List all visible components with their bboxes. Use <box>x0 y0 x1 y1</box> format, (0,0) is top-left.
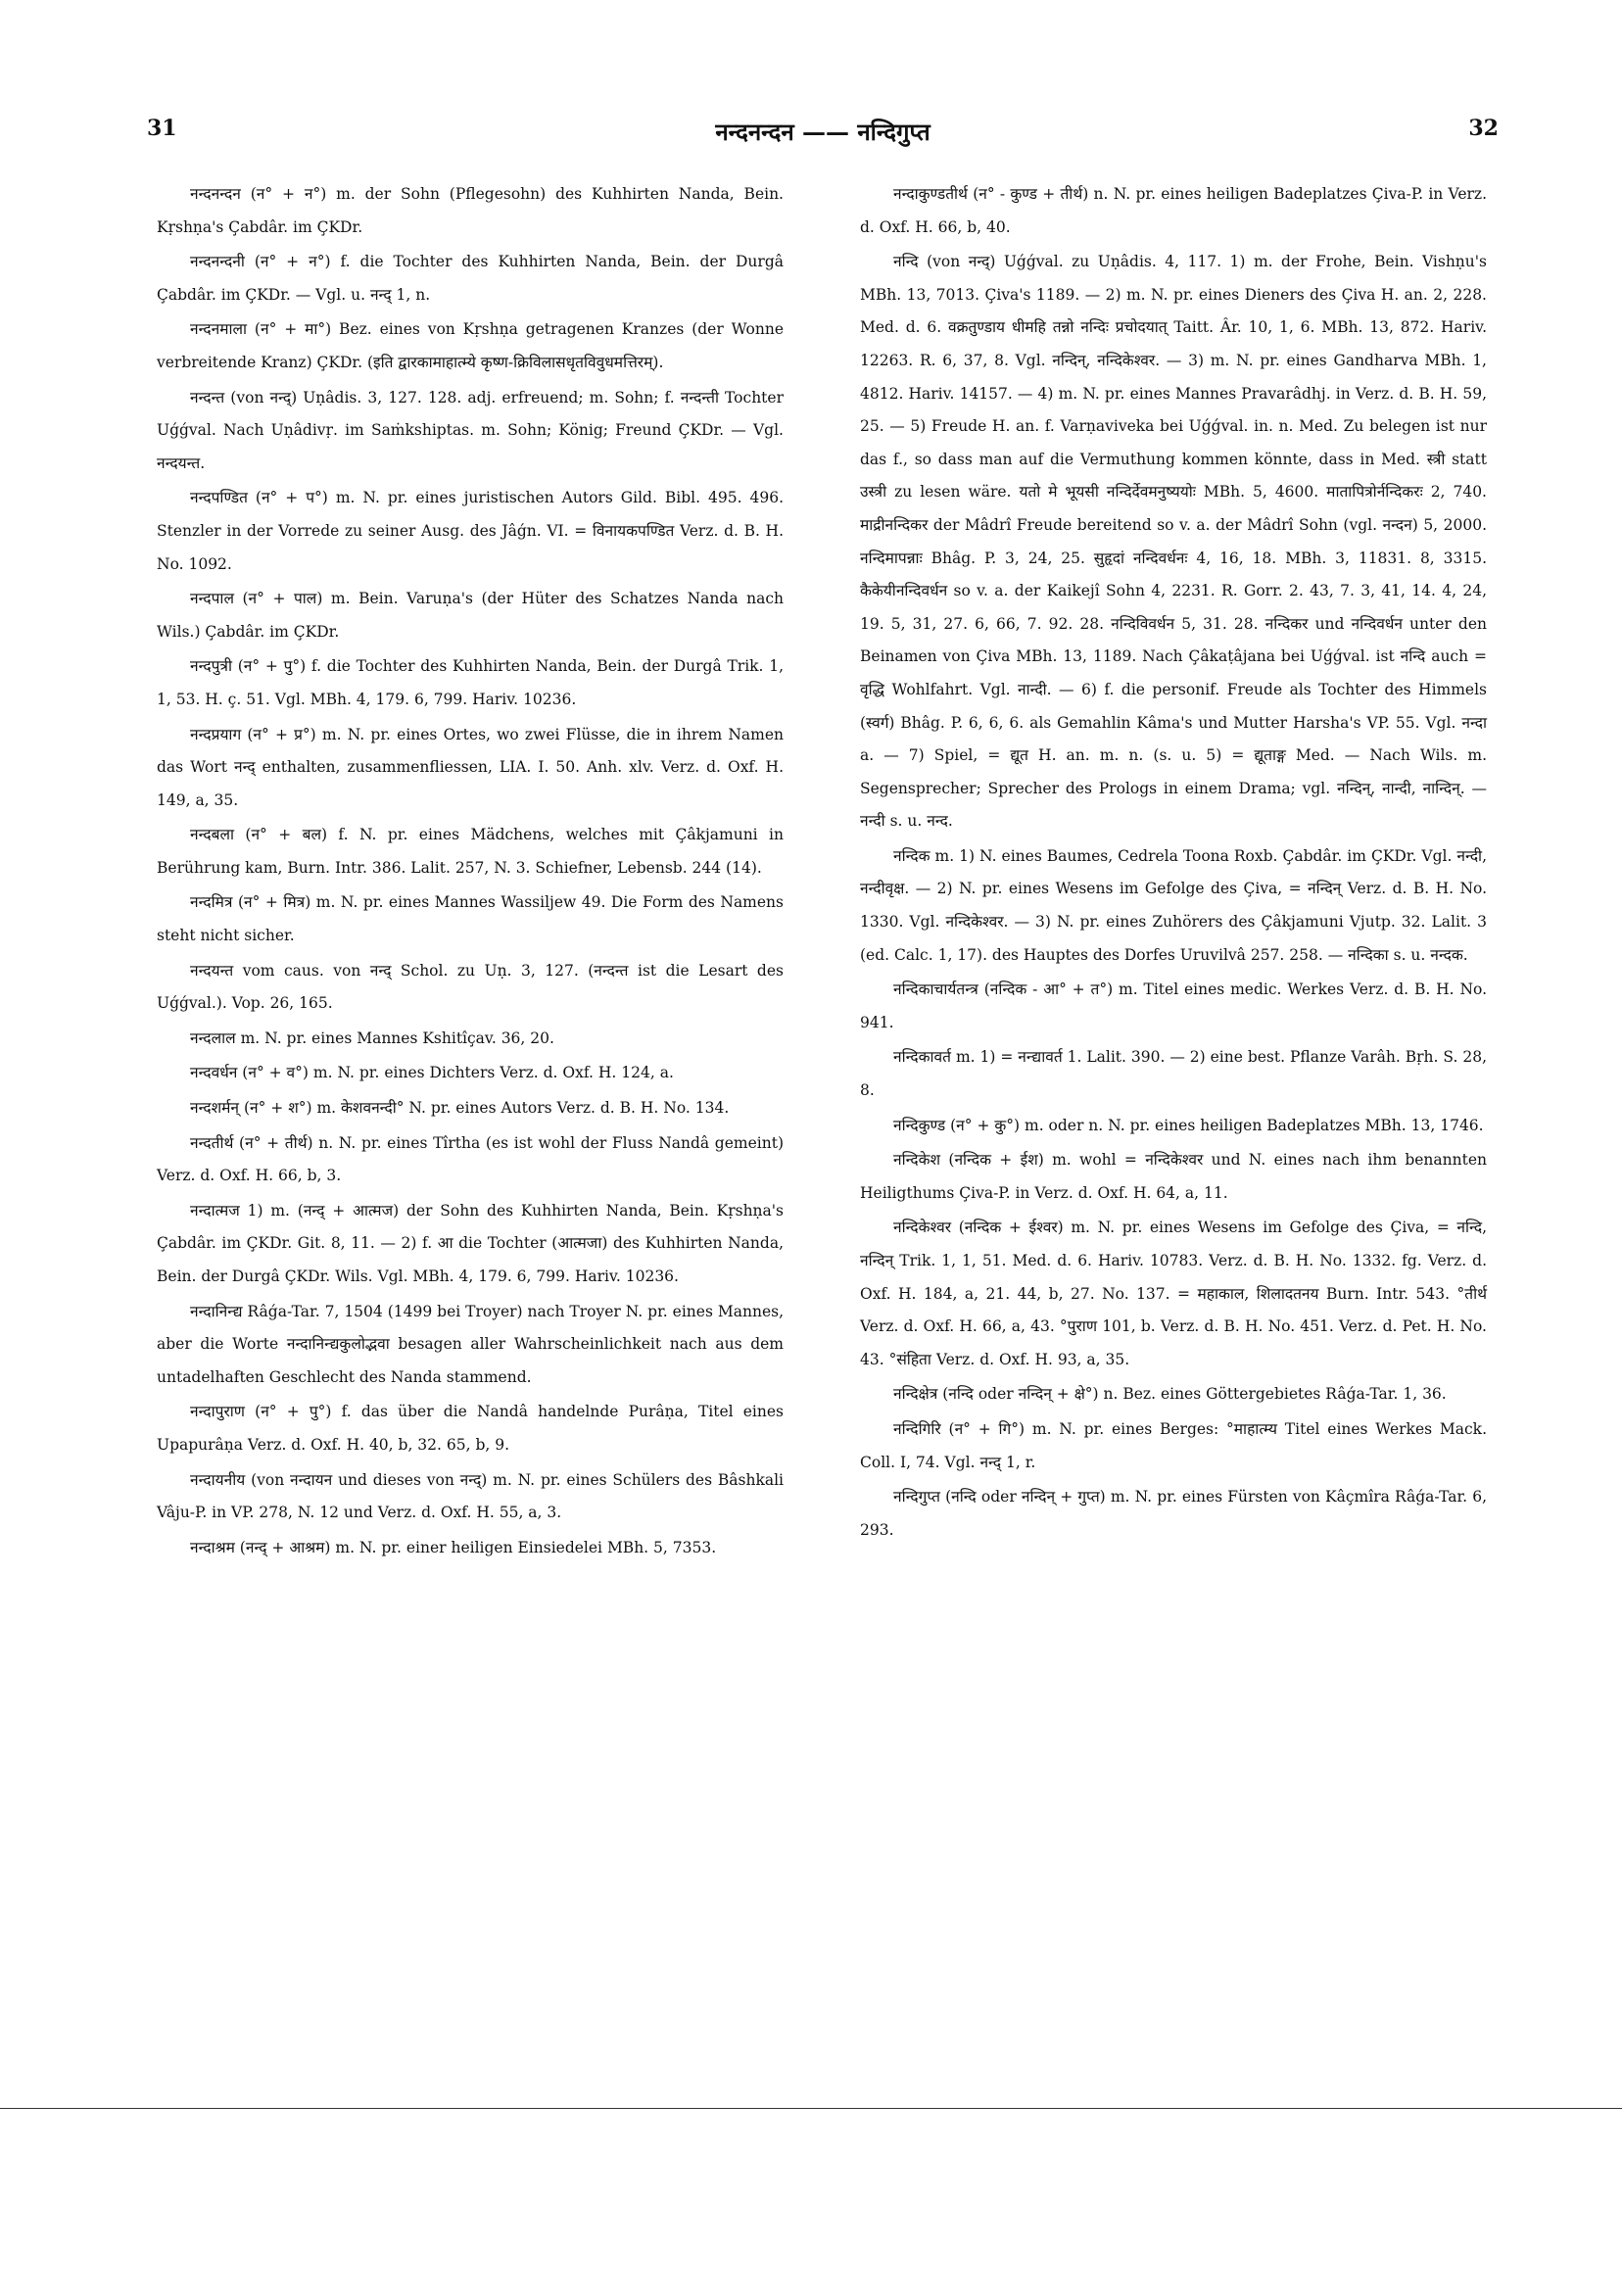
dictionary-entry: नन्दप्रयाग (न° + प्र°) m. N. pr. eines Ortes, wo zwei Flüsse, die in ihrem Namen das Wort नन्द् enthalten, zusammenfliessen, LIA. I. 50. Anh. xlv. Verz. d. Oxf. H. 149, a, 35. <box>157 725 784 809</box>
dictionary-entry: नन्दापुराण (न° + पु°) f. das über die Nandâ handelnde Purâṇa, Titel eines Upapurâṇa Verz. d. Oxf. H. 40, b, 32. 65, b, 9. <box>157 1403 784 1454</box>
dictionary-entry: नन्दनमाला (न° + मा°) Bez. eines von Kṛshṇa getragenen Kranzes (der Wonne verbreitende Kranz) ÇKDr. (इति द्वारकामाहात्म्ये कृष्ण-क्रिविलासधृतविवुधमत्तिरम्). <box>157 320 784 371</box>
dictionary-entry: नन्दवर्धन (न° + व°) m. N. pr. eines Dichters Verz. d. Oxf. H. 124, a. <box>190 1064 674 1082</box>
dictionary-entry: नन्दशर्मन् (न° + श°) m. केशवनन्दी° N. pr. eines Autors Verz. d. B. H. No. 134. <box>190 1099 730 1118</box>
dictionary-entry: नन्दिकाचार्यतन्त्र (नन्दिक - आ° + त°) m. Titel eines medic. Werkes Verz. d. B. H. No. 941. <box>860 981 1487 1031</box>
dictionary-entry: नन्दिक m. 1) N. eines Baumes, Cedrela Toona Roxb. Çabdâr. im ÇKDr. Vgl. नन्दी, नन्दीवृक्ष. — 2) N. pr. eines Wesens im Gefolge des Çiva, = नन्दिन् Verz. d. B. H. No. 1330. Vgl. नन्दिकेश्वर. — 3) N. pr. eines Zuhörers des Çâkjamuni Vjutp. 32. Lalit. 3 (ed. Calc. 1, 17). des Hauptes des Dorfes Uruvilvâ 257. 258. — नन्दिका s. u. नन्दक. <box>860 846 1487 964</box>
dictionary-entry: नन्दपुत्री (न° + पु°) f. die Tochter des Kuhhirten Nanda, Bein. der Durgâ Trik. 1, 1, 53. H. ç. 51. Vgl. MBh. 4, 179. 6, 799. Hariv. 10236. <box>157 657 784 708</box>
dictionary-entry: नन्दाश्रम (नन्द् + आश्रम) m. N. pr. einer heiligen Einsiedelei MBh. 5, 7353. <box>190 1538 717 1556</box>
dictionary-entry: नन्दिक्षेत्र (नन्दि oder नन्दिन् + क्षे°) n. Bez. eines Göttergebietes Râǵa-Tar. 1, 36. <box>893 1385 1447 1404</box>
dictionary-entry: नन्दन्त (von नन्द्) Uṇâdis. 3, 127. 128. adj. erfreuend; m. Sohn; f. नन्दन्ती Tochter Uǵǵval. Nach Uṇâdivṛ. im Saṁkshiptas. m. Sohn; König; Freund ÇKDr. — Vgl. नन्दयन्त. <box>157 388 784 472</box>
dictionary-entry: नन्दि (von नन्द्) Uǵǵval. zu Uṇâdis. 4, 117. 1) m. der Frohe, Bein. Vishṇu's MBh. 13, 7013. Çiva's 1189. — 2) m. N. pr. eines Dieners des Çiva H. an. 2, 228. Med. d. 6. वक्रतुण्डाय धीमहि तन्नो नन्दिः प्रचोदयात् Taitt. Âr. 10, 1, 6. MBh. 13, 872. Hariv. 12263. R. 6, 37, 8. Vgl. नन्दिन्, नन्दिकेश्वर. — 3) m. N. pr. eines Gandharva MBh. 1, 4812. Hariv. 14157. — 4) m. N. pr. eines Mannes Pravarâdhj. in Verz. d. B. H. 59, 25. — 5) Freude H. an. f. Varṇaviveka bei Uǵǵval. in. n. Med. Zu belegen ist nur das f., so dass man auf die Vermuthung kommen könnte, dass in Med. स्त्री statt उस्त्री zu lesen wäre. यतो मे भूयसी नन्दिर्देवमनुष्ययोः MBh. 5, 4600. मातापित्रोर्नन्दिकरः 2, 740. माद्रीनन्दिकर der Mâdrî Freude bereitend so v. a. der Mâdrî Sohn (vgl. नन्दन) 5, 2000. नन्दिमापन्नाः Bhâg. P. 3, 24, 25. सुहृदां नन्दिवर्धनः 4, 16, 18. MBh. 3, 11831. 8, 3315. कैकेयीनन्दिवर्धन so v. a. der Kaikejî Sohn 4, 2231. R. Gorr. 2. 43, 7. 3, 41, 14. 4, 24, 19. 5, 31, 27. 6, 66, 7. 92. 28. नन्दिविवर्धन 5, 31. 28. नन्दिकर und नन्दिवर्धन unter den Beinamen von Çiva MBh. 13, 1189. Nach Çâkaṭâjana bei Uǵǵval. ist नन्दि auch = वृद्धि Wohlfahrt. Vgl. नान्दी. — 6) f. die personif. Freude als Tochter des Himmels (स्वर्ग) Bhâg. P. 6, 6, 6. als Gemahlin Kâma's und Mutter Harsha's VP. 55. Vgl. नन्दा a. — 7) Spiel, = द्यूत H. an. m. n. (s. u. 5) = द्यूताङ्ग Med. — Nach Wils. m. Segensprecher; Sprecher des Prologs in einem Drama; vgl. नन्दिन्, नान्दी, नान्दिन्. — नन्दी s. u. नन्द. <box>860 253 1487 831</box>
dictionary-entry: नन्दिगिरि (न° + गि°) m. N. pr. eines Berges: °माहात्म्य Titel eines Werkes Mack. Coll. I, 74. Vgl. नन्द् 1, r. <box>860 1419 1487 1471</box>
dictionary-entry: नन्दिगुप्त (नन्दि oder नन्दिन् + गुप्त) m. N. pr. eines Fürsten von Kâçmîra Râǵa-Tar. 6, 293. <box>860 1488 1487 1539</box>
dictionary-entry: नन्दनन्दन (न° + न°) m. der Sohn (Pflegesohn) des Kuhhirten Nanda, Bein. Kṛshṇa's Çabdâr. im ÇKDr. <box>157 185 784 236</box>
running-head: नन्दनन्दन —— नन्दिगुप्त <box>715 118 930 146</box>
dictionary-entry: नन्दाकुण्डतीर्थ (न° - कुण्ड + तीर्थ) n. N. pr. eines heiligen Badeplatzes Çiva-P. in Verz. d. Oxf. H. 66, b, 40. <box>860 185 1487 236</box>
dictionary-entry: नन्दात्मज 1) m. (नन्द् + आत्मज) der Sohn des Kuhhirten Nanda, Bein. Kṛshṇa's Çabdâr. im ÇKDr. Git. 8, 11. — 2) f. आ die Tochter (आत्मजा) des Kuhhirten Nanda, Bein. der Durgâ ÇKDr. Wils. Vgl. MBh. 4, 179. 6, 799. Hariv. 10236. <box>157 1201 784 1285</box>
dictionary-entry: नन्दतीर्थ (न° + तीर्थ) n. N. pr. eines Tîrtha (es ist wohl der Fluss Nandâ gemeint) Verz. d. Oxf. H. 66, b, 3. <box>157 1133 784 1185</box>
dictionary-entry: नन्दबला (न° + बल) f. N. pr. eines Mädchens, welches mit Çâkjamuni in Berührung kam, Burn. Intr. 386. Lalit. 257, N. 3. Schiefner, Lebensb. 244 (14). <box>157 826 784 877</box>
dictionary-entry: नन्दनन्दनी (न° + न°) f. die Tochter des Kuhhirten Nanda, Bein. der Durgâ Çabdâr. im ÇKDr. — Vgl. u. नन्द् 1, n. <box>157 253 784 304</box>
dictionary-entry: नन्दमित्र (न° + मित्र) m. N. pr. eines Mannes Wassiljew 49. Die Form des Namens steht nicht sicher. <box>157 893 784 945</box>
page-number-right: 32 <box>1468 116 1499 141</box>
bottom-rule <box>0 2108 1622 2109</box>
dictionary-entry: नन्दायनीय (von नन्दायन und dieses von नन्द्) m. N. pr. eines Schülers des Bâshkali Vâju-P. in VP. 278, N. 12 und Verz. d. Oxf. H. 55, a, 3. <box>157 1470 784 1522</box>
left-column <box>157 178 784 1566</box>
dictionary-entry: नन्दानिन्द्य Râǵa-Tar. 7, 1504 (1499 bei Troyer) nach Troyer N. pr. eines Mannes, aber die Worte नन्दानिन्द्यकुलोद्भवा besagen aller Wahrscheinlichkeit nach aus dem untadelhaften Geschlecht des Nanda stammend. <box>157 1302 784 1386</box>
dictionary-entry: नन्दलाल m. N. pr. eines Mannes Kshitîçav. 36, 20. <box>190 1028 554 1047</box>
dictionary-entry: नन्दयन्त vom caus. von नन्द् Schol. zu Uṇ. 3, 127. (नन्दन्त ist die Lesart des Uǵǵval.). Vop. 26, 165. <box>157 961 784 1013</box>
dictionary-entry: नन्दिकेश (नन्दिक + ईश) m. wohl = नन्दिकेश्वर und N. eines nach ihm benannten Heiligthums Çiva-P. in Verz. d. Oxf. H. 64, a, 11. <box>860 1151 1487 1202</box>
page-header <box>147 116 1499 155</box>
dictionary-entry: नन्दिकावर्त m. 1) = नन्द्यावर्त 1. Lalit. 390. — 2) eine best. Pflanze Varâh. Bṛh. S. 28, 8. <box>860 1048 1487 1100</box>
dictionary-entry: नन्दिकेश्वर (नन्दिक + ईश्वर) m. N. pr. eines Wesens im Gefolge des Çiva, = नन्दि, नन्दिन् Trik. 1, 1, 51. Med. d. 6. Hariv. 10783. Verz. d. B. H. No. 1332. fg. Verz. d. Oxf. H. 184, a, 21. 44, b, 27. No. 137. = महाकाल, शिलादतनय Burn. Intr. 543. °तीर्थ Verz. d. Oxf. H. 66, a, 43. °पुराण 101, b. Verz. d. B. H. No. 451. Verz. d. Pet. H. No. 43. °संहिता Verz. d. Oxf. H. 93, a, 35. <box>860 1219 1487 1368</box>
right-column <box>860 178 1487 1549</box>
dictionary-entry: नन्दपण्डित (न° + प°) m. N. pr. eines juristischen Autors Gild. Bibl. 495. 496. Stenzler in der Vorrede zu seiner Ausg. des Jâǵn. VI. = विनायकपण्डित Verz. d. B. H. No. 1092. <box>157 489 784 573</box>
dictionary-entry: नन्दपाल (न° + पाल) m. Bein. Varuṇa's (der Hüter des Schatzes Nanda nach Wils.) Çabdâr. im ÇKDr. <box>157 590 784 641</box>
page-number-left: 31 <box>147 116 177 141</box>
dictionary-entry: नन्दिकुण्ड (न° + कु°) m. oder n. N. pr. eines heiligen Badeplatzes MBh. 13, 1746. <box>893 1116 1484 1134</box>
